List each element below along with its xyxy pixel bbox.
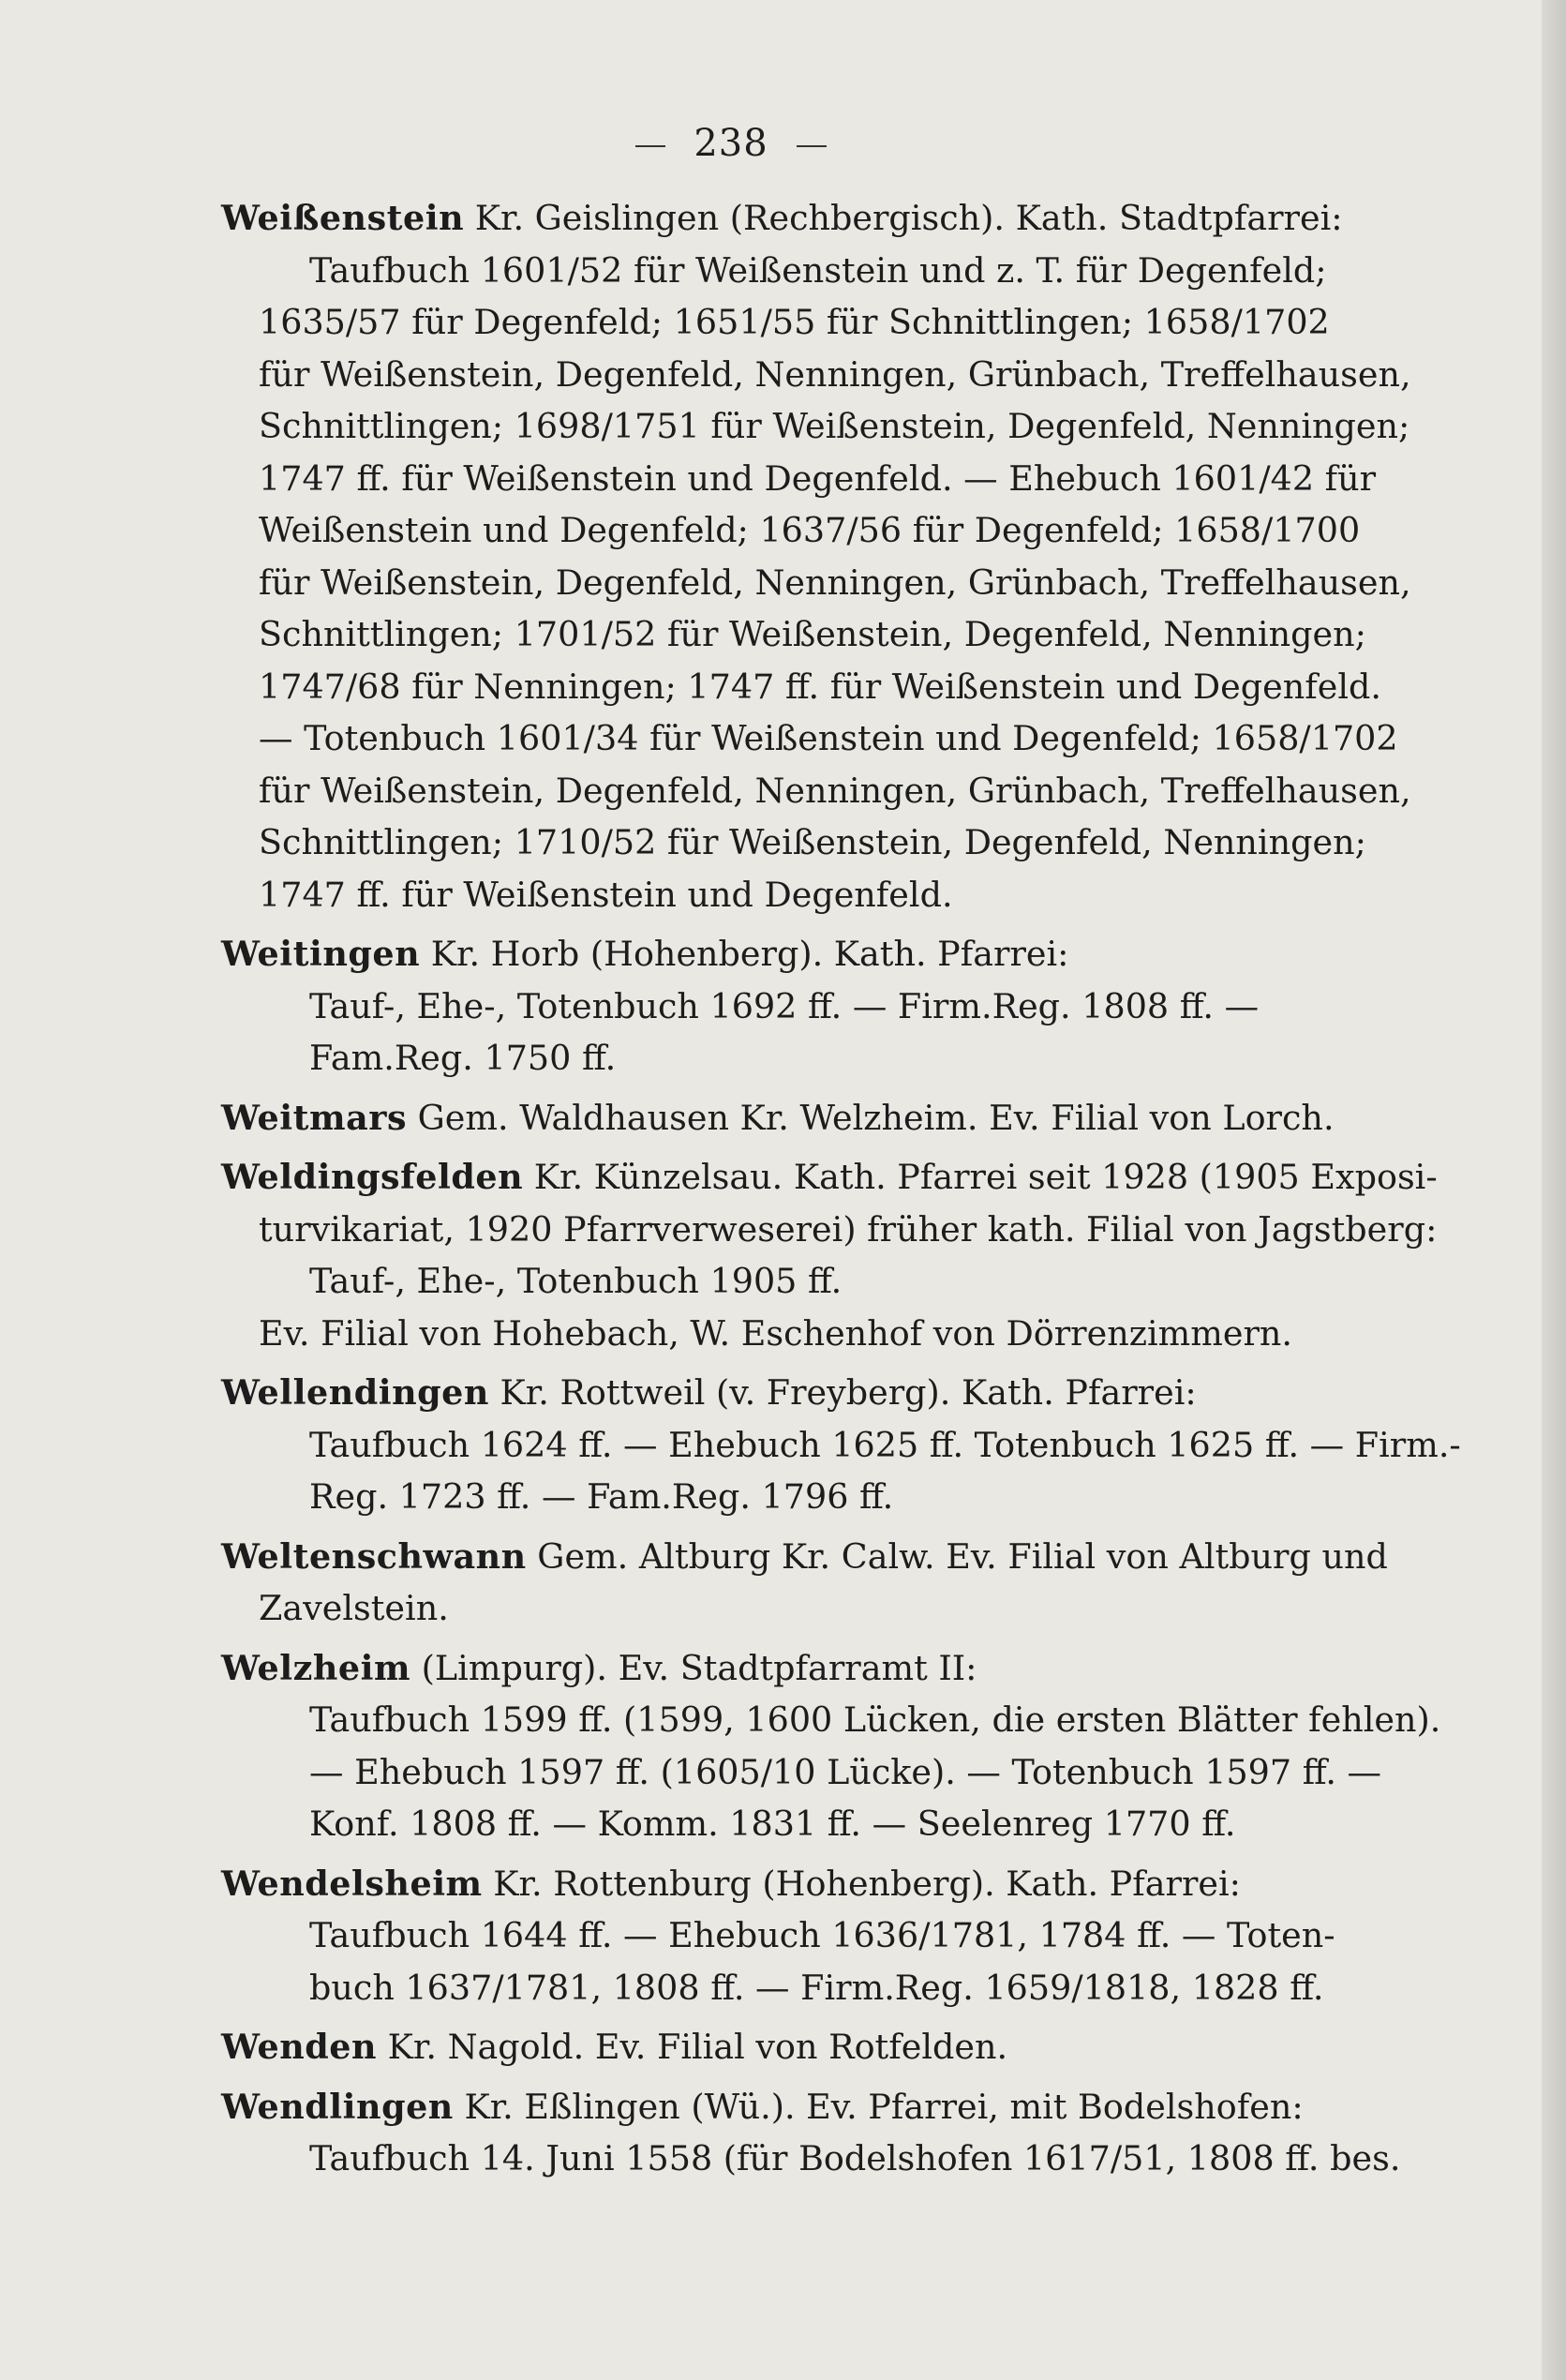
entry-first-line [221, 2021, 1439, 2073]
headword: Wellendingen [221, 1372, 489, 1413]
entry-line: Reg. 1723 ff. — Fam.Reg. 1796 ff. [309, 1476, 894, 1517]
entry-line: Taufbuch 14. Juni 1558 (für Bodelshofen 1617/51, 1808 ff. bes. [309, 2138, 1401, 2178]
entry-first-line [221, 928, 1439, 980]
entry-line: Taufbuch 1601/52 für Weißenstein und z. T. für Degenfeld; [309, 249, 1327, 291]
entry-text: Kr. Eßlingen (Wü.). Ev. Pfarrei, mit Bodelshofen: [453, 2086, 1304, 2127]
entry-text: Kr. Geislingen (Rechbergisch). Kath. Stadtpfarrei: [464, 198, 1343, 238]
entry-wendlingen [221, 2081, 1439, 2185]
page-number-header [0, 122, 1462, 165]
headword: Weitingen [221, 934, 421, 974]
entry-line: Konf. 1808 ff. — Komm. 1831 ff. — Seelenreg 1770 ff. [309, 1804, 1236, 1844]
entry-line: Schnittlingen; 1698/1751 für Weißenstein, Degenfeld, Nenningen; [259, 406, 1410, 446]
entry-line: 1747 ff. für Weißenstein und Degenfeld. [259, 874, 953, 915]
entry-line: Ev. Filial von Hohebach, W. Eschenhof von Dörrenzimmern. [259, 1312, 1293, 1354]
entry-first-line [221, 1092, 1439, 1145]
entry-first-line [221, 1858, 1439, 1910]
entry-wendelsheim [221, 1858, 1439, 2014]
entry-line: buch 1637/1781, 1808 ff. — Firm.Reg. 1659/1818, 1828 ff. [309, 1967, 1324, 2008]
entry-wenden [221, 2021, 1439, 2073]
entry-weissenstein [221, 192, 1439, 921]
entry-line: für Weißenstein, Degenfeld, Nenningen, Grünbach, Treffelhausen, [259, 561, 1411, 603]
entry-first-line [221, 1367, 1439, 1419]
headword: Wenden [221, 2027, 378, 2067]
entry-welzheim [221, 1642, 1439, 1850]
entry-line: — Ehebuch 1597 ff. (1605/10 Lücke). — Totenbuch 1597 ff. — [309, 1751, 1382, 1792]
entry-line: Schnittlingen; 1710/52 für Weißenstein, Degenfeld, Nenningen; [259, 822, 1366, 862]
entry-weldingsfelden [221, 1151, 1439, 1359]
headword: Weißenstein [221, 198, 465, 238]
entry-line: Taufbuch 1599 ff. (1599, 1600 Lücken, die ersten Blätter fehlen). [309, 1699, 1441, 1740]
entry-first-line [221, 2081, 1439, 2133]
entry-text: Kr. Künzelsau. Kath. Pfarrei seit 1928 (1905 Exposi- [523, 1157, 1438, 1197]
dash-right [797, 145, 827, 147]
text-column [221, 192, 1461, 2185]
headword: Welzheim [221, 1647, 411, 1688]
entry-weitmars [221, 1092, 1439, 1145]
entry-line: Fam.Reg. 1750 ff. [309, 1038, 617, 1078]
entry-weitingen [221, 928, 1439, 1085]
entry-line: Tauf-, Ehe-, Totenbuch 1905 ff. [309, 1261, 843, 1301]
entry-text: Kr. Rottweil (v. Freyberg). Kath. Pfarrei: [488, 1372, 1197, 1413]
entry-text: (Limpurg). Ev. Stadtpfarramt II: [410, 1647, 977, 1688]
entry-first-line [221, 1531, 1439, 1583]
page-edge-shadow [1542, 0, 1566, 2380]
page-number: 238 [694, 122, 768, 165]
entry-text: Kr. Rottenburg (Hohenberg). Kath. Pfarrei: [482, 1863, 1241, 1904]
entry-line: Taufbuch 1624 ff. — Ehebuch 1625 ff. Totenbuch 1625 ff. — Firm.- [309, 1424, 1461, 1465]
entry-first-line [221, 1151, 1439, 1204]
entry-line: für Weißenstein, Degenfeld, Nenningen, Grünbach, Treffelhausen, [259, 770, 1411, 811]
headword: Wendlingen [221, 2086, 454, 2127]
entry-line: 1747/68 für Nenningen; 1747 ff. für Weißenstein und Degenfeld. [259, 666, 1381, 707]
entry-line: turvikariat, 1920 Pfarrverweserei) früher kath. Filial von Jagstberg: [259, 1208, 1438, 1250]
entry-weltenschwann [221, 1531, 1439, 1635]
entry-first-line [221, 192, 1439, 245]
entry-text: Gem. Altburg Kr. Calw. Ev. Filial von Altburg und [526, 1535, 1388, 1577]
dash-left [635, 145, 665, 147]
entry-first-line [221, 1642, 1439, 1695]
entry-line: 1635/57 für Degenfeld; 1651/55 für Schnittlingen; 1658/1702 [259, 302, 1330, 342]
entry-wellendingen [221, 1367, 1461, 1523]
headword: Weltenschwann [221, 1535, 527, 1577]
entry-line: für Weißenstein, Degenfeld, Nenningen, Grünbach, Treffelhausen, [259, 353, 1411, 395]
headword: Weldingsfelden [221, 1157, 524, 1197]
entry-line: — Totenbuch 1601/34 für Weißenstein und Degenfeld; 1658/1702 [259, 718, 1398, 758]
entry-line: 1747 ff. für Weißenstein und Degenfeld. — Ehebuch 1601/42 für [259, 457, 1377, 499]
entry-line: Zavelstein. [259, 1588, 449, 1628]
entry-line: Taufbuch 1644 ff. — Ehebuch 1636/1781, 1784 ff. — Toten- [309, 1915, 1335, 1955]
entry-text: Kr. Nagold. Ev. Filial von Rotfelden. [377, 2027, 1008, 2067]
entry-line: Schnittlingen; 1701/52 für Weißenstein, Degenfeld, Nenningen; [259, 614, 1366, 654]
entry-text: Gem. Waldhausen Kr. Welzheim. Ev. Filial von Lorch. [407, 1097, 1335, 1138]
entry-line: Weißenstein und Degenfeld; 1637/56 für Degenfeld; 1658/1700 [259, 510, 1361, 550]
headword: Wendelsheim [221, 1863, 483, 1904]
headword: Weitmars [221, 1097, 408, 1138]
entry-line: Tauf-, Ehe-, Totenbuch 1692 ff. — Firm.Reg. 1808 ff. — [309, 985, 1260, 1026]
entry-text: Kr. Horb (Hohenberg). Kath. Pfarrei: [420, 934, 1069, 974]
